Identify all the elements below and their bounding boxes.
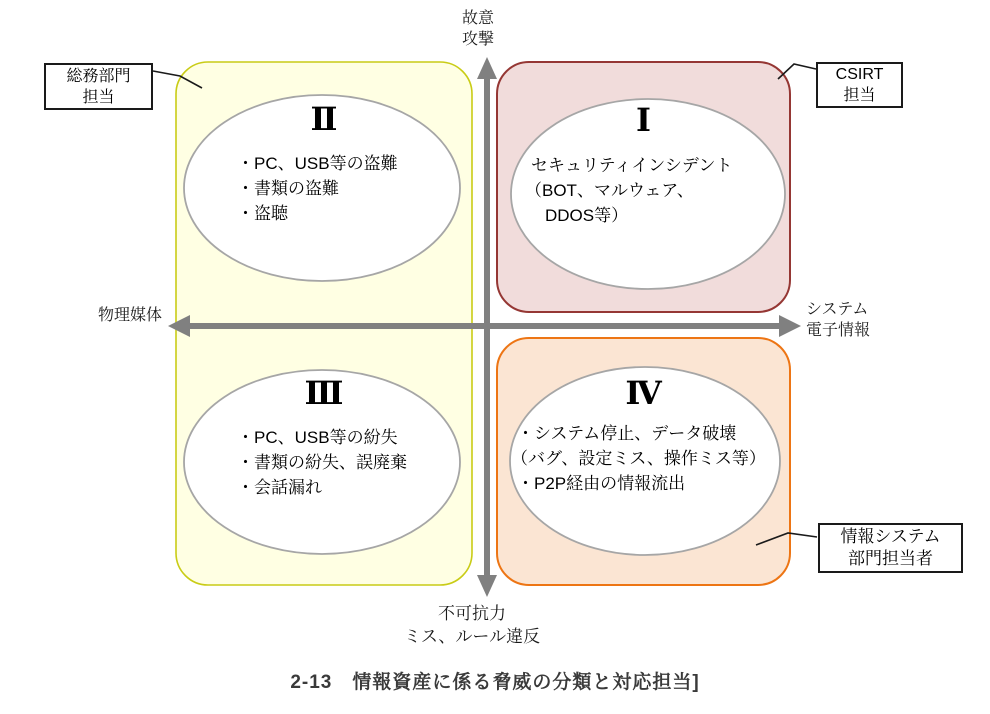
quadrant-2-item: ・盗聴: [237, 204, 288, 223]
quadrant-4-item: ・P2P経由の情報流出: [517, 474, 686, 493]
quadrant-3-numeral: Ⅲ: [304, 374, 344, 412]
callout-info-system: [818, 523, 963, 573]
quadrant-3-item: ・PC、USB等の紛失: [237, 428, 398, 447]
quadrant-2-item: ・PC、USB等の盗難: [237, 154, 398, 173]
axis-label-top: [428, 8, 528, 50]
quadrant-1-item: DDOS等）: [545, 206, 629, 225]
axis-label-bottom-line1: 不可抗力: [438, 604, 506, 623]
quadrant-3-items: [237, 425, 407, 500]
axis-label-bottom: [372, 602, 572, 648]
callout-csirt-line2: 担当: [843, 87, 876, 104]
callout-csirt-line1: CSIRT: [835, 66, 884, 83]
quadrant-4-numeral: Ⅳ: [625, 374, 662, 412]
callout-info-system-line1: 情報システム: [840, 527, 941, 546]
callout-info-system-line2: 部門担当者: [848, 549, 933, 568]
quadrant-4-items: [511, 421, 766, 496]
axis-arrow-right-icon: [779, 315, 801, 337]
axis-label-left-line1: 物理媒体: [97, 307, 162, 324]
axis-label-right: [806, 299, 916, 341]
callout-csirt: [816, 62, 903, 108]
quadrant-3-item: ・書類の紛失、誤廃棄: [237, 453, 407, 472]
callout-general-affairs: [44, 63, 153, 110]
axis-label-bottom-line2: ミス、ルール違反: [403, 627, 541, 646]
axis-label-top-line1: 故意: [461, 10, 494, 27]
quadrant-4-item: ・システム停止、データ破壊: [517, 424, 737, 443]
quadrant-2-numeral: Ⅱ: [310, 100, 338, 138]
quadrant-2-items: [237, 151, 398, 226]
callout-general-affairs-line1: 総務部門: [66, 67, 131, 85]
quadrant-1-item: （BOT、マルウェア、: [525, 181, 694, 200]
axis-label-right-line2: 電子情報: [806, 322, 871, 339]
quadrant-1-items: [525, 153, 733, 228]
axis-label-right-line1: システム: [806, 301, 869, 318]
callout-general-affairs-line2: 担当: [82, 88, 115, 106]
quadrant-2-item: ・書類の盗難: [237, 179, 339, 198]
quadrant-1-numeral: Ⅰ: [636, 101, 651, 139]
axis-arrow-up-icon: [477, 57, 497, 79]
quadrant-3-item: ・会話漏れ: [237, 478, 322, 497]
axis-label-top-line2: 攻撃: [461, 31, 494, 48]
axis-label-left: [70, 305, 162, 326]
quadrant-1-item: セキュリティインシデント: [531, 156, 733, 175]
quadrant-4-item: （バグ、設定ミス、操作ミス等）: [511, 449, 766, 468]
axis-arrow-down-icon: [477, 575, 497, 597]
figure-caption: 2-13 情報資産に係る脅威の分類と対応担当]: [290, 672, 700, 693]
